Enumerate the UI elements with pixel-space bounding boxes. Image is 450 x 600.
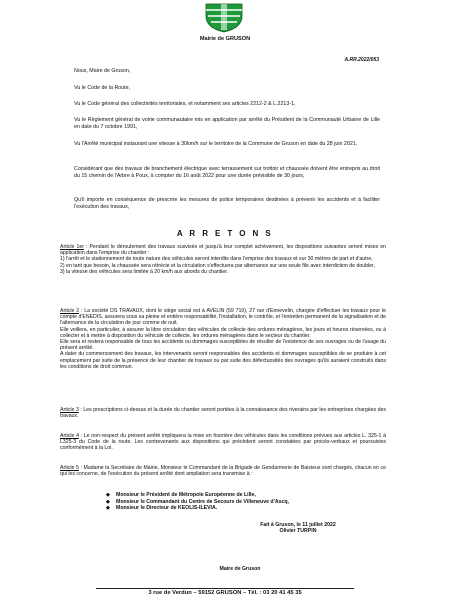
recipients-list bbox=[106, 492, 289, 512]
article-4-label: Article 4 bbox=[60, 433, 79, 439]
article-2-para-1: : La société DS TRAVAUX, dont le siège social est à AVELIN (59 710), 27 rue d'Ennevelin, chargée d'effectuer les travaux pour le compte d'ENEDIS, assurera sous sa pleine et entière responsabilité, l'installation, le contrôle, et l'entretien permanent de la signalisation et de l'alternance de la circulation de jour comme de nuit. bbox=[60, 308, 386, 327]
article-4 bbox=[60, 433, 386, 452]
article-1 bbox=[60, 244, 386, 275]
preamble-vu-code-route: Vu le Code de la Route, bbox=[74, 85, 131, 91]
list-item: ◆ Monsieur le Président de Métropole Européenne de Lille, bbox=[106, 492, 256, 498]
bullet-icon: ◆ bbox=[106, 505, 110, 512]
footer-address: 3 rue de Verdun – 59152 GRUSON – Tél. : 03 20 41 45 35 bbox=[148, 590, 302, 596]
article-4-text: : Le non-respect du présent arrêté impliquera la mise en fourrière des véhicules dans les conditions prévues aux articles L. 325-1 à L325-3 du Code de la route. Les contrevenants aux dispositions qui précèdent seront constatées par procès-verbaux et poursuivies conformément à la Loi. bbox=[60, 433, 386, 452]
footer-divider bbox=[96, 588, 354, 589]
article-1-intro: : Pendant le déroulement des travaux susvisés et jusqu'à leur complet achèvement, les dispositions suivantes seront mises en application dans l'emprise du chantier : bbox=[60, 244, 386, 257]
article-5-label: Article 5 bbox=[60, 465, 79, 471]
preamble-vu-cgct: Vu le Code général des collectivités territoriales, et notamment ses articles 2212-2 & L.2213-1, bbox=[74, 101, 296, 107]
list-item: ◆ Monsieur le Commandant du Centre de Secours de Villeneuve d'Ascq, bbox=[106, 498, 289, 505]
article-2-para-2: Elle veillera, en particulier, à assurer la libre circulation des véhicules de collecte des ordures ménagères, les jours et heures réservées, ou à collecter et à mettre à disposition du véhicule de collecte, les ordures ménagères dans le secteur du chantier. bbox=[60, 326, 386, 339]
preamble-vu-arrete-vitesse: Vu l'Arrêté municipal instaurant une vitesse à 30km/h sur le territoire de la Commune de Gruson en date du 28 juin 2021, bbox=[74, 141, 358, 147]
article-5 bbox=[60, 465, 386, 477]
mairie-heading: Mairie de GRUSON bbox=[199, 36, 251, 42]
signer-title: Maire de Gruson bbox=[219, 566, 261, 572]
preamble-considerant: Considérant que des travaux de branchement électrique avec terrassement sur trottoir et chaussée doivent être entrepris au droit du 15 chemin de l'Arbre à Poux, à compter du 16 août 2022 pour une durée prévisible de 30 jours, bbox=[74, 166, 380, 179]
article-1-label: Article 1er bbox=[60, 244, 84, 250]
arretons-heading: A R R E T O N S bbox=[176, 229, 274, 238]
article-1-item-3: 3) la vitesse des véhicules sera limitée à 20 km/h aux abords du chantier. bbox=[60, 268, 229, 275]
article-3-label: Article 3 bbox=[60, 407, 79, 413]
signature-block bbox=[248, 522, 348, 535]
article-2-para-3: Elle sera et restera responsable de tous les accidents ou dommages susceptibles de résulter de l'existence de ses ouvrages ou de l'usage du présent arrêté. bbox=[60, 339, 386, 352]
article-1-item-1: 1) l'arrêt et le stationnement de toute nature des véhicules seront interdits dans l'emprise des travaux et sur 30 mètres de part et d'autre, bbox=[60, 256, 373, 263]
preamble-intro: Nous, Maire de Gruson, bbox=[74, 68, 131, 74]
article-3-text: : Les prescriptions ci-dessus et la durée du chantier seront portées à la connaissance des riverains par les entreprises chargées des travaux. bbox=[60, 407, 386, 420]
preamble-qu-il-importe: Qu'il importe en conséquence de prescrire les mesures de police temporaires destinées à prévenir les accidents et à faciliter l'exécution des travaux, bbox=[74, 197, 380, 210]
signature-name: Olivier TURPIN bbox=[279, 528, 317, 535]
article-2-para-4: A dater du commencement des travaux, les intervenants seront responsables des accidents et dommages susceptibles de se produire à cet emplacement par suite de la présence de leur chantier de travaux ou par suite des défectuosités des ouvrages qu'ils auraient construits dans les conditions de droit commun. bbox=[60, 351, 386, 370]
article-5-text: : Madame la Secrétaire de Mairie, Monsieur le Commandant de la Brigade de Gendarmerie de Baisieux sont chargés, chacun en ce qui les concerne, de l'exécution du présent arrêté dont ampliation sera transmise à : bbox=[60, 465, 387, 478]
article-1-item-2: 2) en tant que besoin, la chaussée sera rétrécie et la circulation s'effectuera par alternance sur une seule file avec interdiction de doubler, bbox=[60, 262, 375, 269]
municipal-crest-icon bbox=[203, 3, 245, 33]
article-2 bbox=[60, 308, 386, 370]
article-2-label: Article 2 bbox=[60, 308, 80, 314]
bullet-icon: ◆ bbox=[106, 492, 110, 498]
article-3 bbox=[60, 407, 386, 419]
arrete-reference: A.RR.2022/053 bbox=[344, 57, 379, 63]
preamble-vu-reglement: Vu le Règlement général de voirie communautaire mis en application par arrêté du Président de la Communauté Urbaine de Lille en date du 7 octobre 1991, bbox=[74, 117, 380, 130]
signature-place-date: Fait à Gruson, le 11 juillet 2022 bbox=[260, 522, 336, 528]
list-item: ◆ Monsieur le Directeur de KEOLIS-ILEVIA. bbox=[106, 505, 218, 512]
bullet-icon: ◆ bbox=[106, 498, 110, 505]
